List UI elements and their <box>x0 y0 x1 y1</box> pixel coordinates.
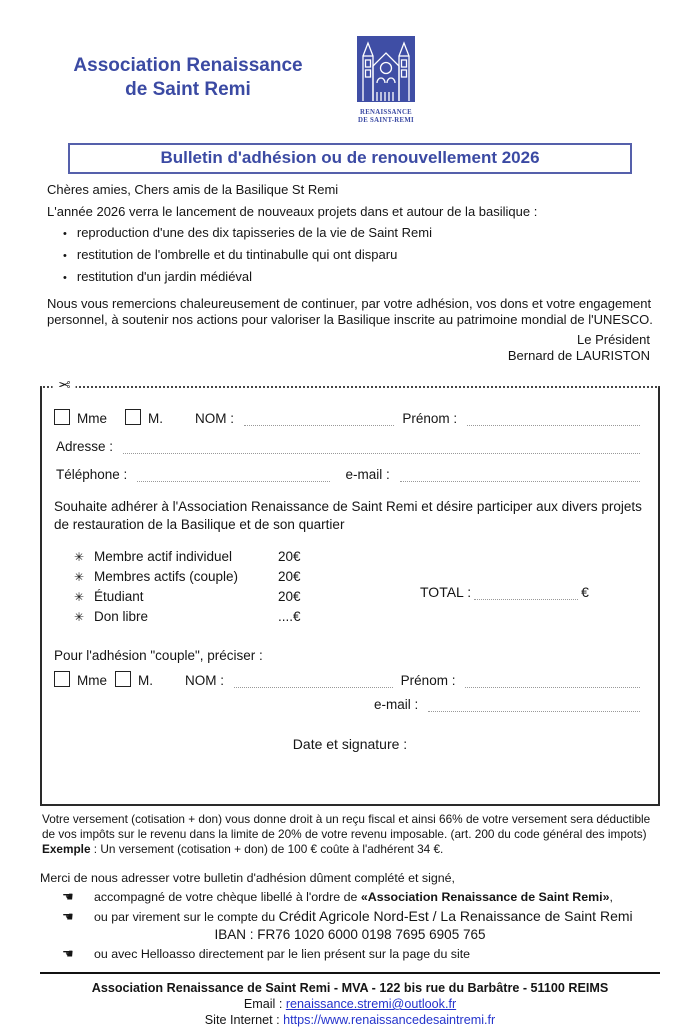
identity-row <box>54 409 646 426</box>
instruction-text-part: accompagné de votre chèque libellé à l'ordre de <box>94 890 361 904</box>
form-title: Bulletin d'adhésion ou de renouvellement 2026 <box>160 148 540 167</box>
couple-email-row <box>54 697 646 712</box>
fiscal-text: Votre versement (cotisation + don) vous donne droit à un reçu fiscal et ainsi 66% de votre versement sera déductible de vos impôts sur le revenu dans la limite de 20% de votre revenu imposable. (art. 200 du code général des impots) <box>42 812 651 841</box>
association-address: Association Renaissance de Saint Remi - MVA - 122 bis rue du Barbâtre - 51100 REIMS <box>91 981 609 995</box>
mme-label: Mme <box>77 673 107 688</box>
option-price: 20€ <box>278 569 301 584</box>
contact-footer <box>40 980 660 1028</box>
pointing-hand-icon: ☚ <box>62 889 74 904</box>
membership-options <box>54 548 646 634</box>
org-name-line2: de Saint Remi <box>125 79 251 100</box>
logo-caption-line1: RENAISSANCE <box>359 109 413 116</box>
total-currency: € <box>581 584 589 600</box>
prenom-label: Prénom : <box>400 673 456 688</box>
list-item <box>63 225 656 242</box>
nom-label: NOM : <box>185 673 224 688</box>
membership-option <box>74 548 646 566</box>
payment-instructions <box>40 870 660 962</box>
instruction-text <box>94 908 633 925</box>
couple-m-checkbox[interactable] <box>115 671 131 687</box>
association-name-bold: «Association Renaissance de Saint Remi» <box>360 890 610 904</box>
site-line <box>40 1012 660 1028</box>
form-title-banner <box>68 143 632 174</box>
instruction-text: ou avec Helloasso directement par le lien présent sur la page du site <box>94 947 471 961</box>
prenom-label: Prénom : <box>402 411 458 426</box>
mme-label: Mme <box>77 411 107 426</box>
document-header <box>68 36 660 125</box>
thanks-paragraph: Nous vous remercions chaleureusement de continuer, par votre adhésion, vos dons et votre engagement personnel, à soutenir nos actions pour valoriser la Basilique inscrite au patrimoine mondial de l'UNESCO. <box>47 296 653 327</box>
telephone-label: Téléphone : <box>56 467 128 482</box>
couple-email-field[interactable] <box>428 698 640 712</box>
membership-form-box <box>40 377 660 806</box>
option-price: 20€ <box>278 589 301 604</box>
fiscal-note <box>42 812 658 857</box>
project-text: restitution de l'ombrelle et du tintinabulle qui ont disparu <box>76 247 398 262</box>
signature-name: Bernard de LAURISTON <box>507 348 650 363</box>
instruction-item <box>40 946 660 962</box>
option-label: Don libre <box>94 609 149 624</box>
projects-list <box>47 225 656 286</box>
option-label: Étudiant <box>94 589 144 604</box>
bullet-icon: • <box>63 250 67 262</box>
email-field[interactable] <box>400 468 640 482</box>
intro-section <box>47 182 656 364</box>
basilica-logo-icon <box>357 89 415 106</box>
option-label: Membres actifs (couple) <box>94 569 239 584</box>
date-signature-label: Date et signature : <box>292 736 408 752</box>
membership-option <box>74 608 646 626</box>
total-label: TOTAL : <box>420 584 472 600</box>
list-item <box>63 247 656 264</box>
nom-field[interactable] <box>244 412 394 426</box>
adresse-field[interactable] <box>123 440 640 454</box>
list-item <box>63 269 656 286</box>
iban-line: IBAN : FR76 1020 6000 0198 7695 6905 765 <box>214 927 486 942</box>
bank-name: Crédit Agricole Nord-Est / La Renaissance de Saint Remi <box>278 908 633 924</box>
email-label: e-mail : <box>345 467 390 482</box>
membership-statement: Souhaite adhérer à l'Association Renaissance de Saint Remi et désire participer aux divers projets de restauration de la Basilique et de son quartier <box>54 499 642 532</box>
instruction-text <box>94 889 613 905</box>
fiscal-example-text: : Un versement (cotisation + don) de 100 € coûte à l'adhérent 34 €. <box>90 842 444 856</box>
couple-mme-checkbox[interactable] <box>54 671 70 687</box>
org-name <box>68 54 308 102</box>
m-label: M. <box>148 411 163 426</box>
instructions-lead: Merci de nous adresser votre bulletin d'adhésion dûment complété et signé, <box>40 871 455 885</box>
nom-label: NOM : <box>195 411 234 426</box>
salutation: Chères amies, Chers amis de la Basilique St Remi <box>47 182 339 197</box>
address-row <box>54 439 646 454</box>
website-link[interactable]: https://www.renaissancedesaintremi.fr <box>283 1013 496 1027</box>
signature-block <box>47 332 650 364</box>
asterisk-icon: ✳ <box>74 590 85 604</box>
email-line-label: Email : <box>243 997 286 1011</box>
asterisk-icon: ✳ <box>74 550 85 564</box>
prenom-field[interactable] <box>467 412 640 426</box>
m-checkbox[interactable] <box>125 409 141 425</box>
option-label: Membre actif individuel <box>94 549 233 564</box>
couple-prenom-field[interactable] <box>465 674 640 688</box>
site-line-label: Site Internet : <box>204 1013 284 1027</box>
instruction-text-part: , <box>609 890 613 904</box>
pointing-hand-icon: ☚ <box>62 946 74 961</box>
org-name-line1: Association Renaissance <box>73 55 303 76</box>
scissors-icon: ✂ <box>53 376 76 394</box>
logo-caption-line2: DE SAINT-REMI <box>358 117 414 124</box>
instruction-item <box>40 908 660 925</box>
pointing-hand-icon: ☚ <box>62 909 74 924</box>
adresse-label: Adresse : <box>56 439 114 454</box>
signature-role: Le Président <box>577 332 650 347</box>
couple-identity-row <box>54 671 646 688</box>
phone-email-row <box>54 467 646 482</box>
telephone-field[interactable] <box>137 468 329 482</box>
mme-checkbox[interactable] <box>54 409 70 425</box>
project-text: restitution d'un jardin médiéval <box>76 269 253 284</box>
bullet-icon: • <box>63 228 67 240</box>
don-libre-amount-field[interactable]: ....€ <box>278 609 301 624</box>
association-logo <box>354 36 418 125</box>
total-row <box>420 584 589 600</box>
asterisk-icon: ✳ <box>74 570 85 584</box>
couple-heading: Pour l'adhésion "couple", préciser : <box>54 648 263 663</box>
project-text: reproduction d'une des dix tapisseries de la vie de Saint Remi <box>76 225 432 240</box>
fiscal-example-label: Exemple <box>42 842 91 856</box>
email-label: e-mail : <box>374 697 419 712</box>
total-field[interactable] <box>474 586 578 600</box>
option-price: 20€ <box>278 549 301 564</box>
intro-lead: L'année 2026 verra le lancement de nouveaux projets dans et autour de la basilique : <box>47 204 538 219</box>
instruction-item <box>40 889 660 905</box>
email-link[interactable]: renaissance.stremi@outlook.fr <box>285 997 457 1011</box>
logo-caption <box>354 109 418 125</box>
email-line <box>40 996 660 1012</box>
asterisk-icon: ✳ <box>74 610 85 624</box>
bullet-icon: • <box>63 272 67 284</box>
couple-nom-field[interactable] <box>234 674 393 688</box>
m-label: M. <box>138 673 153 688</box>
instruction-text-part: ou par virement sur le compte du <box>94 910 279 924</box>
footer-divider <box>40 972 660 974</box>
